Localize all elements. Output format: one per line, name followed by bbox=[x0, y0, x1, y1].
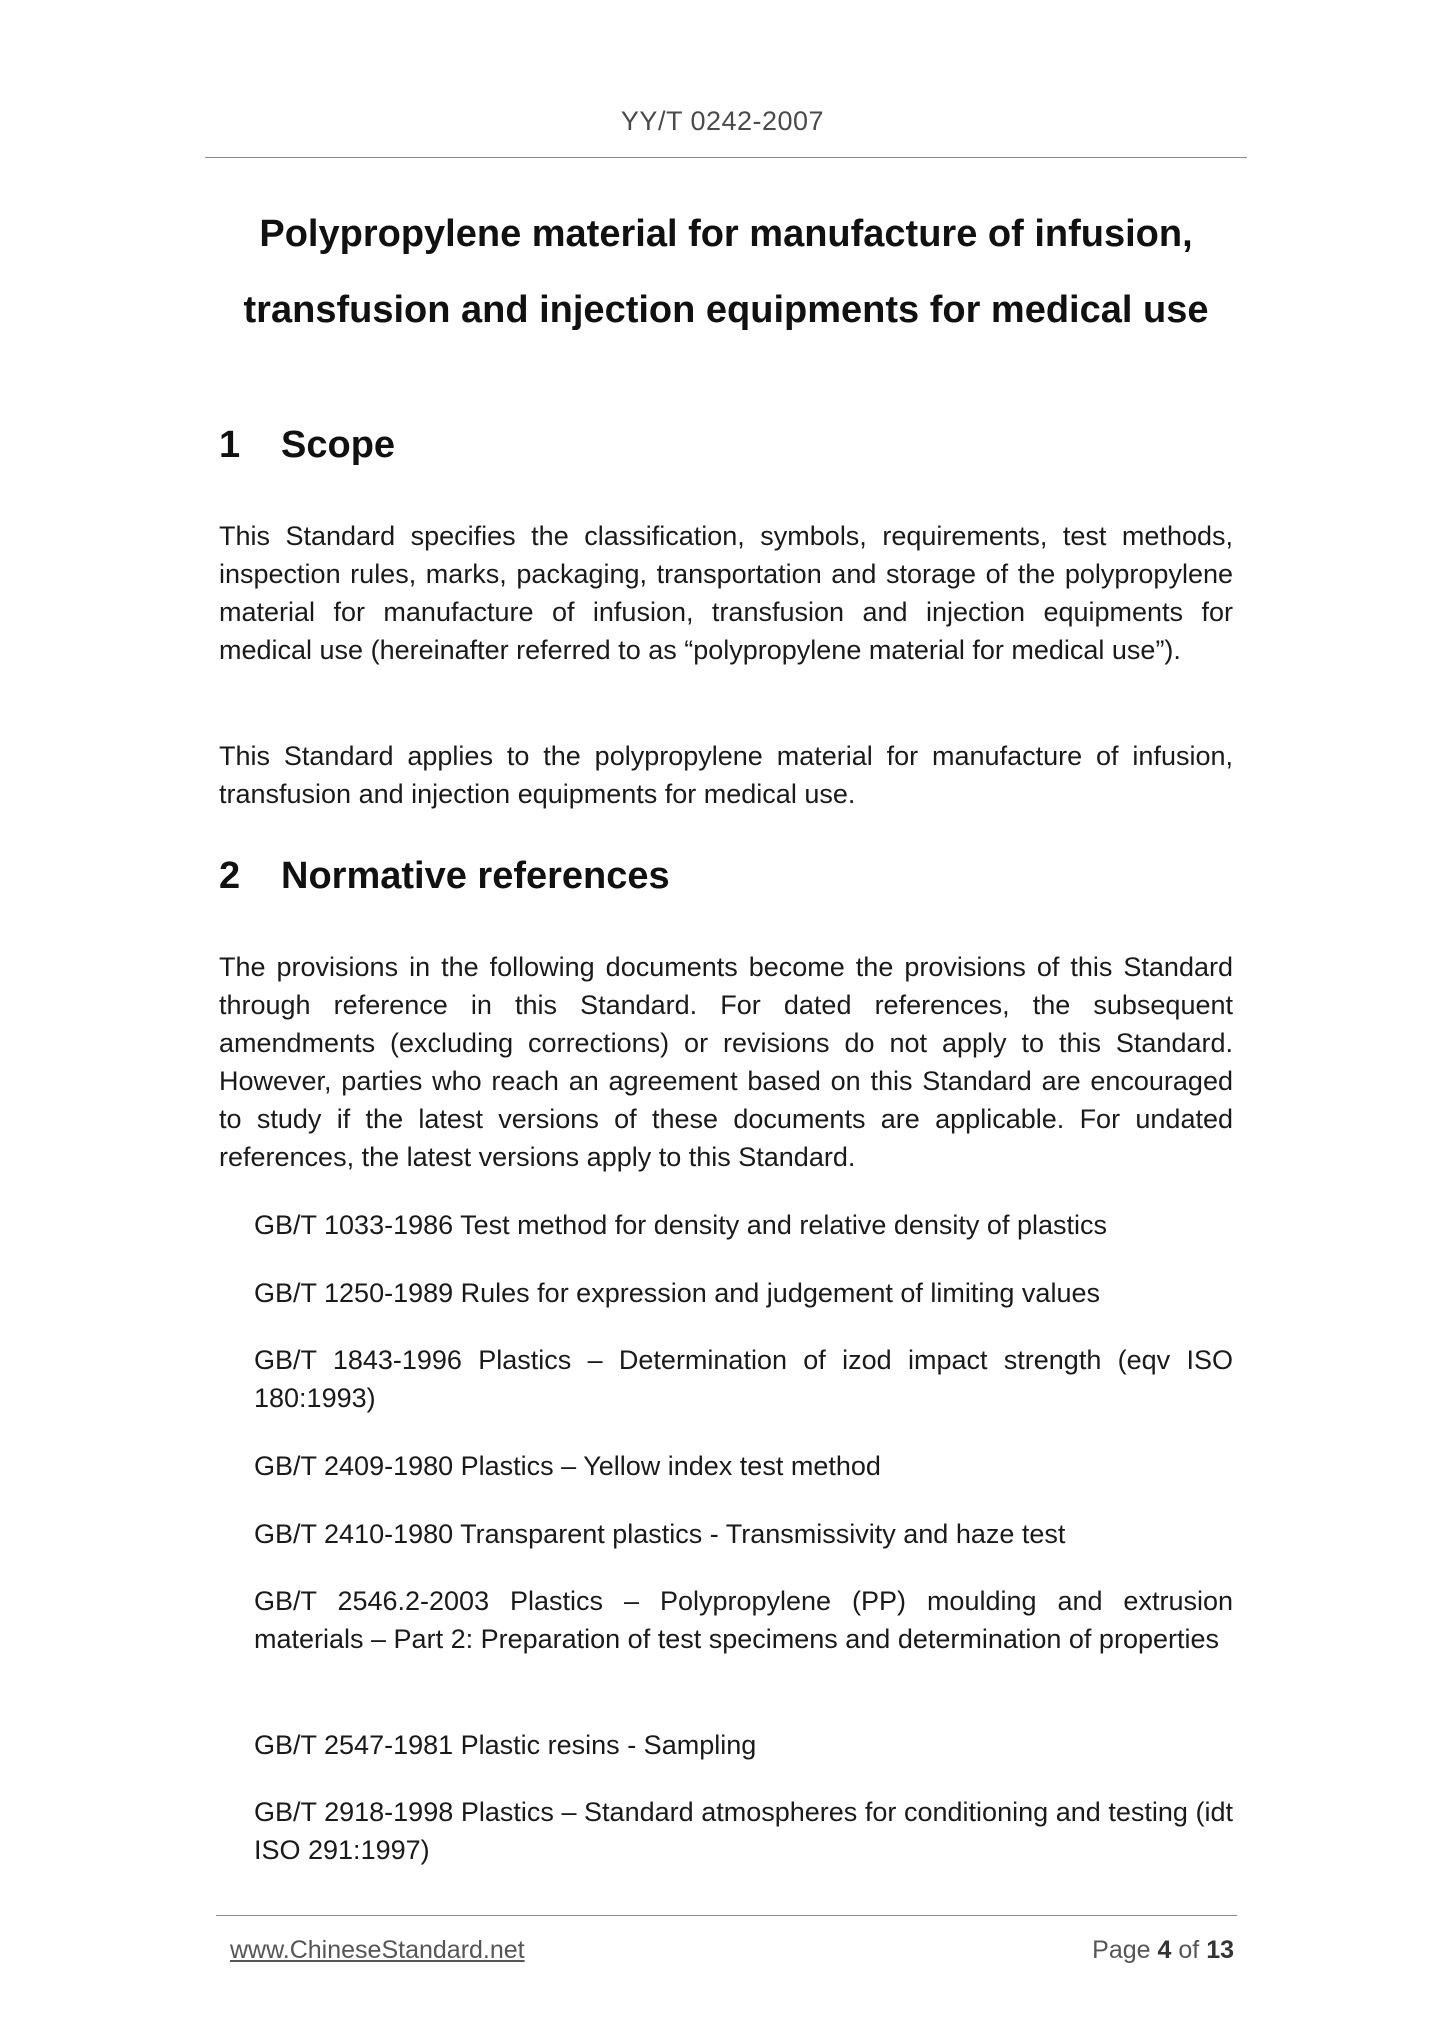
page-current: 4 bbox=[1157, 1936, 1172, 1964]
section-title: Scope bbox=[281, 424, 396, 466]
document-code: YY/T 0242-2007 bbox=[620, 106, 825, 136]
page-of-label: of bbox=[1178, 1936, 1200, 1964]
reference-item: GB/T 2409-1980 Plastics – Yellow index test method bbox=[254, 1451, 881, 1481]
website-link[interactable]: www.ChineseStandard.net bbox=[230, 1936, 525, 1964]
document-title bbox=[205, 196, 1247, 348]
header-divider bbox=[205, 157, 1247, 158]
section-heading-normative-references bbox=[219, 855, 670, 898]
section-heading-scope bbox=[219, 424, 395, 467]
reference-item: GB/T 2547-1981 Plastic resins - Sampling bbox=[254, 1730, 757, 1760]
scope-paragraph-2: This Standard applies to the polypropylene material for manufacture of infusion, transfusion and injection equipments for medical use. bbox=[219, 741, 1233, 809]
page-label: Page bbox=[1092, 1936, 1151, 1964]
title-line-1: Polypropylene material for manufacture of infusion, bbox=[259, 213, 1193, 255]
footer-divider bbox=[216, 1915, 1237, 1916]
reference-item: GB/T 2918-1998 Plastics – Standard atmospheres for conditioning and testing (idt ISO 291:1997) bbox=[254, 1797, 1233, 1865]
reference-item: GB/T 1843-1996 Plastics – Determination of izod impact strength (eqv ISO 180:1993) bbox=[254, 1345, 1233, 1413]
page-indicator bbox=[1092, 1936, 1234, 1965]
reference-item: GB/T 2410-1980 Transparent plastics - Transmissivity and haze test bbox=[254, 1519, 1066, 1549]
reference-item: GB/T 1250-1989 Rules for expression and judgement of limiting values bbox=[254, 1278, 1100, 1308]
reference-item: GB/T 2546.2-2003 Plastics – Polypropylene (PP) moulding and extrusion materials – Part 2: Preparation of test specimens and determination of properties bbox=[254, 1586, 1233, 1654]
section-number: 1 bbox=[219, 424, 241, 466]
title-line-2: transfusion and injection equipments for medical use bbox=[243, 289, 1209, 331]
normative-intro-paragraph: The provisions in the following documents become the provisions of this Standard through reference in this Standard. For dated references, the subsequent amendments (excluding corrections) or revisions do not apply to this Standard. However, parties who reach an agreement based on this Standard are encouraged to study if the latest versions of these documents are applicable. For undated references, the latest versions apply to this Standard. bbox=[219, 952, 1233, 1172]
section-number: 2 bbox=[219, 855, 241, 897]
section-title: Normative references bbox=[281, 855, 670, 897]
scope-paragraph-1: This Standard specifies the classification, symbols, requirements, test methods, inspection rules, marks, packaging, transportation and storage of the polypropylene material for manufacture of infusion, transfusion and injection equipments for medical use (hereinafter referred to as “polypropylene material for medical use”). bbox=[219, 521, 1233, 665]
page-total: 13 bbox=[1206, 1936, 1234, 1964]
reference-item: GB/T 1033-1986 Test method for density and relative density of plastics bbox=[254, 1210, 1107, 1240]
